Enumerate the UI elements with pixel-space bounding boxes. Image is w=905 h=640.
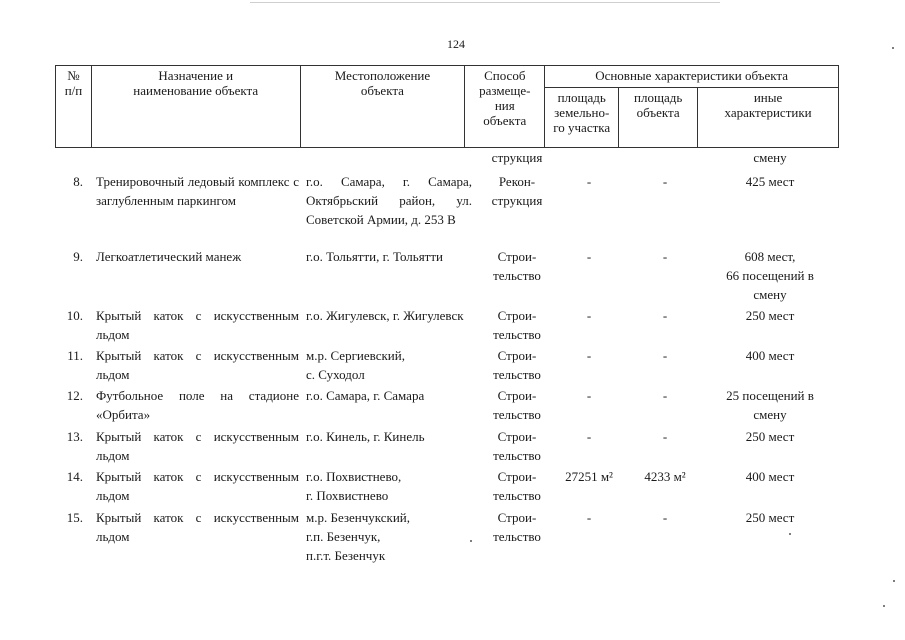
row-number: 10.: [66, 308, 83, 323]
header-method: Способ размеще- ния объекта: [465, 66, 545, 148]
table-header: [55, 65, 839, 148]
row-other: 250 мест: [745, 510, 795, 525]
row-name: Крытый каток с искусственным льдом: [96, 469, 299, 503]
row-object-area: -: [662, 308, 668, 323]
row-object-area: -: [662, 429, 668, 444]
row-name: Крытый каток с искусственным льдом: [96, 308, 299, 342]
row-other: 425 мест: [745, 174, 795, 189]
scan-speck: [470, 540, 472, 542]
row-land-area: -: [586, 174, 592, 189]
row-number: 14.: [66, 469, 83, 484]
header-land-area: площадь земельно- го участка: [545, 88, 619, 148]
row-object-area: 4233 м²: [644, 469, 686, 484]
row-location: г.о. Кинель, г. Кинель: [306, 429, 425, 444]
row-land-area: -: [586, 510, 592, 525]
row-number: 11.: [67, 348, 83, 363]
row-number: 13.: [66, 429, 83, 444]
row-method: Строи- тельство: [493, 308, 541, 342]
row-method: Строи- тельство: [493, 249, 541, 283]
row-location: г.о. Тольятти, г. Тольятти: [306, 249, 443, 264]
row-location: г.о. Жигулевск, г. Жигулевск: [306, 308, 464, 323]
row-land-area: -: [586, 388, 592, 403]
row-land-area: 27251 м²: [565, 469, 613, 484]
row-other: 25 посещений в смену: [726, 388, 814, 422]
row-other: 400 мест: [745, 469, 795, 484]
row-object-area: -: [662, 510, 668, 525]
page-number: 124: [447, 37, 465, 51]
row-other: 608 мест, 66 посещений в смену: [726, 249, 814, 302]
row-method: Рекон- струкция: [491, 174, 543, 208]
header-main-characteristics: Основные характеристики объекта: [545, 66, 839, 88]
row-name: Крытый каток с искусственным льдом: [96, 348, 299, 382]
row-number: 9.: [73, 249, 83, 264]
row-number: 8.: [73, 174, 83, 189]
continuation-other: смену: [753, 150, 787, 165]
row-location: г.о. Самара, г. Самара: [306, 388, 425, 403]
row-method: Строи- тельство: [493, 429, 541, 463]
header-name: Назначение и наименование объекта: [91, 66, 300, 148]
header-object-area: площадь объекта: [619, 88, 698, 148]
row-method: Строи- тельство: [493, 510, 541, 544]
row-method: Строи- тельство: [493, 469, 541, 503]
row-other: 250 мест: [745, 429, 795, 444]
row-object-area: -: [662, 348, 668, 363]
header-other: иные характеристики: [698, 88, 839, 148]
row-location: м.р. Сергиевский, с. Суходол: [306, 348, 405, 382]
row-name: Тренировочный ледовый комплекс с заглубленным паркингом: [96, 174, 299, 208]
row-name: Крытый каток с искусственным льдом: [96, 510, 299, 544]
row-other: 400 мест: [745, 348, 795, 363]
top-rule: [250, 2, 720, 3]
scan-speck: [883, 605, 885, 607]
row-land-area: -: [586, 348, 592, 363]
header-num: № п/п: [56, 66, 92, 148]
header-location: Местоположение объекта: [300, 66, 465, 148]
row-name: Футбольное поле на стадионе «Орбита»: [96, 388, 299, 422]
row-object-area: -: [662, 388, 668, 403]
row-land-area: -: [586, 429, 592, 444]
row-object-area: -: [662, 174, 668, 189]
row-name: Крытый каток с искусственным льдом: [96, 429, 299, 463]
row-method: Строи- тельство: [493, 388, 541, 422]
row-method: Строи- тельство: [493, 348, 541, 382]
row-number: 12.: [66, 388, 83, 403]
row-land-area: -: [586, 308, 592, 323]
row-location: г.о. Похвистнево, г. Похвистнево: [306, 469, 402, 503]
row-number: 15.: [66, 510, 83, 525]
continuation-method: струкция: [491, 150, 543, 165]
row-land-area: -: [586, 249, 592, 264]
scan-speck: [892, 47, 894, 49]
row-object-area: -: [662, 249, 668, 264]
scan-speck: [789, 533, 791, 535]
row-location: м.р. Безенчукский, г.п. Безенчук, п.г.т. Безенчук: [306, 510, 411, 563]
row-other: 250 мест: [745, 308, 795, 323]
row-location: г.о. Самара, г. Самара, Октябрьский район, ул. Советской Армии, д. 253 В: [306, 174, 472, 227]
row-name: Легкоатлетический манеж: [96, 249, 242, 264]
scan-speck: [893, 580, 895, 582]
